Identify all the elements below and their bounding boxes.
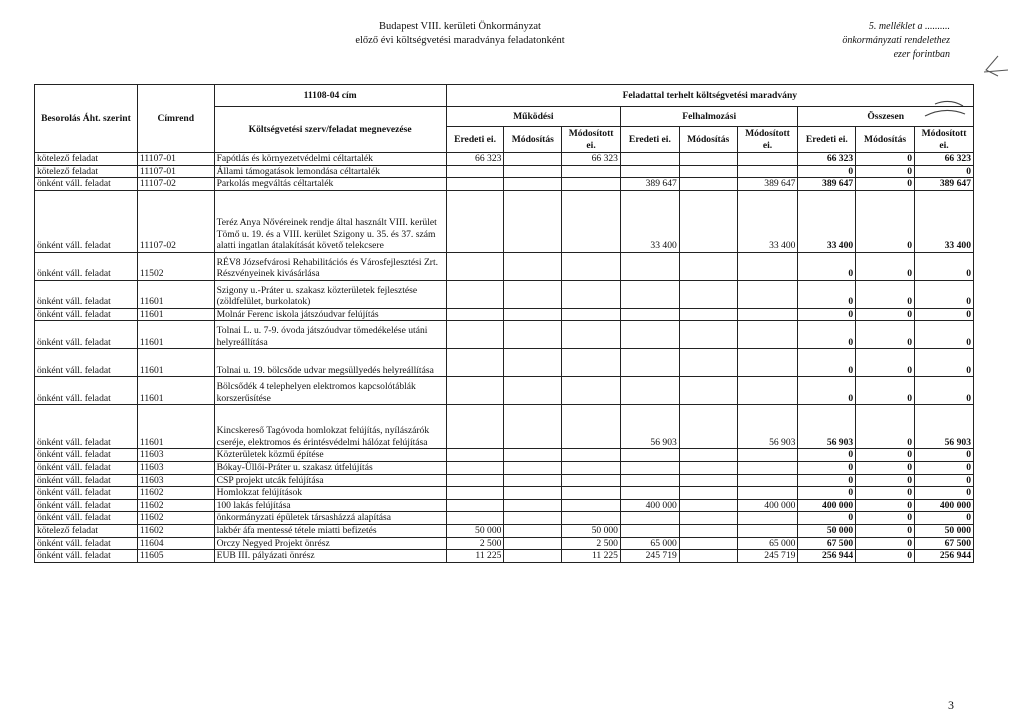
row-megnevezes: RÉV8 Józsefvárosi Rehabilitációs és Városfejlesztési Zrt. Részvényeinek kivásárlása [214, 252, 446, 280]
row-cimrend: 11107-02 [137, 190, 214, 252]
row-mukodesi-modositas [504, 499, 562, 512]
row-besorolas: önként váll. feladat [35, 252, 138, 280]
row-felhalmozasi-modositott: 56 903 [737, 405, 798, 449]
table-row [35, 153, 974, 166]
row-osszesen-modositott: 0 [915, 487, 974, 500]
row-osszesen-modositott: 0 [915, 308, 974, 321]
row-felhalmozasi-modositas [679, 190, 737, 252]
row-osszesen-modositas: 0 [856, 165, 915, 178]
row-felhalmozasi-eredeti [620, 349, 679, 377]
row-cimrend: 11604 [137, 537, 214, 550]
row-felhalmozasi-eredeti: 389 647 [620, 178, 679, 191]
header-eredeti: Eredeti ei. [446, 127, 504, 153]
row-felhalmozasi-modositott [737, 280, 798, 308]
row-mukodesi-modositott [562, 165, 621, 178]
row-felhalmozasi-modositas [679, 165, 737, 178]
row-osszesen-modositott: 0 [915, 474, 974, 487]
row-besorolas: önként váll. feladat [35, 461, 138, 474]
row-mukodesi-modositas [504, 405, 562, 449]
row-osszesen-modositas: 0 [856, 499, 915, 512]
row-mukodesi-modositas [504, 449, 562, 462]
row-cimrend: 11601 [137, 405, 214, 449]
table-row [35, 178, 974, 191]
row-mukodesi-modositott [562, 349, 621, 377]
table-row [35, 474, 974, 487]
row-felhalmozasi-eredeti: 245 719 [620, 550, 679, 563]
row-mukodesi-modositott [562, 280, 621, 308]
row-mukodesi-eredeti [446, 321, 504, 349]
row-osszesen-modositas: 0 [856, 449, 915, 462]
row-mukodesi-modositas [504, 487, 562, 500]
row-cimrend: 11605 [137, 550, 214, 563]
row-cimrend: 11502 [137, 252, 214, 280]
row-besorolas: önként váll. feladat [35, 550, 138, 563]
row-felhalmozasi-modositas [679, 499, 737, 512]
row-osszesen-modositott: 0 [915, 252, 974, 280]
row-osszesen-modositott: 0 [915, 280, 974, 308]
row-besorolas: önként váll. feladat [35, 499, 138, 512]
row-osszesen-modositas: 0 [856, 524, 915, 537]
row-felhalmozasi-modositott [737, 512, 798, 525]
row-mukodesi-modositas [504, 524, 562, 537]
row-osszesen-eredeti: 0 [798, 377, 856, 405]
row-mukodesi-modositott: 11 225 [562, 550, 621, 563]
row-felhalmozasi-eredeti [620, 252, 679, 280]
row-osszesen-eredeti: 0 [798, 308, 856, 321]
row-mukodesi-modositas [504, 153, 562, 166]
row-mukodesi-modositott [562, 377, 621, 405]
header-modositas: Módosítás [504, 127, 562, 153]
row-felhalmozasi-modositas [679, 449, 737, 462]
row-osszesen-modositas: 0 [856, 377, 915, 405]
table-row [35, 512, 974, 525]
table-body [35, 153, 974, 563]
row-osszesen-eredeti: 0 [798, 349, 856, 377]
row-osszesen-eredeti: 0 [798, 474, 856, 487]
row-megnevezes: Tolnai L. u. 7-9. óvoda játszóudvar tömedékelése utáni helyreállítása [214, 321, 446, 349]
table-row [35, 499, 974, 512]
table-row [35, 321, 974, 349]
row-cimrend: 11602 [137, 499, 214, 512]
row-mukodesi-modositott [562, 252, 621, 280]
row-mukodesi-eredeti [446, 487, 504, 500]
row-megnevezes: Fapótlás és környezetvédelmi céltartalék [214, 153, 446, 166]
row-besorolas: önként váll. feladat [35, 178, 138, 191]
row-mukodesi-eredeti [446, 405, 504, 449]
row-besorolas: önként váll. feladat [35, 405, 138, 449]
row-osszesen-eredeti: 0 [798, 512, 856, 525]
row-felhalmozasi-eredeti [620, 461, 679, 474]
row-felhalmozasi-eredeti [620, 449, 679, 462]
row-mukodesi-modositas [504, 550, 562, 563]
row-cimrend: 11603 [137, 461, 214, 474]
row-mukodesi-modositas [504, 512, 562, 525]
table-row [35, 405, 974, 449]
row-osszesen-eredeti: 0 [798, 487, 856, 500]
row-mukodesi-modositott: 50 000 [562, 524, 621, 537]
row-felhalmozasi-modositott [737, 252, 798, 280]
row-felhalmozasi-modositott: 245 719 [737, 550, 798, 563]
row-megnevezes: Közterületek közmű építése [214, 449, 446, 462]
row-osszesen-modositas: 0 [856, 308, 915, 321]
table-row [35, 308, 974, 321]
row-mukodesi-modositas [504, 377, 562, 405]
row-mukodesi-eredeti [446, 377, 504, 405]
row-felhalmozasi-modositott [737, 461, 798, 474]
row-mukodesi-eredeti [446, 190, 504, 252]
row-mukodesi-eredeti [446, 449, 504, 462]
table-row [35, 349, 974, 377]
row-osszesen-modositott: 67 500 [915, 537, 974, 550]
row-megnevezes: Bölcsődék 4 telephelyen elektromos kapcsolótáblák korszerűsítése [214, 377, 446, 405]
row-felhalmozasi-eredeti [620, 487, 679, 500]
row-felhalmozasi-eredeti [620, 165, 679, 178]
row-megnevezes: Kincskereső Tagóvoda homlokzat felújítás, nyílászárók cseréje, elektromos és érintésvédelmi hálózat felújítása [214, 405, 446, 449]
row-besorolas: kötelező feladat [35, 153, 138, 166]
row-mukodesi-eredeti [446, 165, 504, 178]
row-besorolas: kötelező feladat [35, 524, 138, 537]
row-mukodesi-modositas [504, 178, 562, 191]
row-felhalmozasi-modositott [737, 165, 798, 178]
row-felhalmozasi-modositott [737, 377, 798, 405]
row-cimrend: 11601 [137, 377, 214, 405]
row-felhalmozasi-modositas [679, 377, 737, 405]
row-mukodesi-modositas [504, 474, 562, 487]
row-mukodesi-eredeti [446, 461, 504, 474]
row-mukodesi-modositott: 66 323 [562, 153, 621, 166]
row-osszesen-eredeti: 0 [798, 321, 856, 349]
row-felhalmozasi-modositas [679, 474, 737, 487]
row-mukodesi-modositott: 2 500 [562, 537, 621, 550]
row-cimrend: 11602 [137, 512, 214, 525]
table-row [35, 377, 974, 405]
row-osszesen-modositott: 0 [915, 512, 974, 525]
row-mukodesi-modositas [504, 280, 562, 308]
row-felhalmozasi-modositott: 389 647 [737, 178, 798, 191]
row-felhalmozasi-modositas [679, 537, 737, 550]
row-osszesen-eredeti: 33 400 [798, 190, 856, 252]
header-cimrend: Címrend [137, 85, 214, 153]
row-felhalmozasi-eredeti [620, 321, 679, 349]
header-modositas: Módosítás [856, 127, 915, 153]
row-megnevezes: EUB III. pályázati önrész [214, 550, 446, 563]
row-felhalmozasi-modositas [679, 280, 737, 308]
row-felhalmozasi-modositott [737, 449, 798, 462]
row-felhalmozasi-eredeti [620, 377, 679, 405]
row-cimrend: 11601 [137, 280, 214, 308]
row-osszesen-eredeti: 66 323 [798, 153, 856, 166]
annex-decree: önkormányzati rendelethez [842, 35, 950, 46]
row-megnevezes: Állami támogatások lemondása céltartalék [214, 165, 446, 178]
row-osszesen-modositott: 256 944 [915, 550, 974, 563]
table-row [35, 524, 974, 537]
row-mukodesi-eredeti [446, 178, 504, 191]
row-felhalmozasi-eredeti [620, 524, 679, 537]
row-megnevezes: lakbér áfa mentessé tétele miatti befizetés [214, 524, 446, 537]
row-cimrend: 11603 [137, 449, 214, 462]
row-cimrend: 11601 [137, 308, 214, 321]
row-osszesen-modositas: 0 [856, 349, 915, 377]
row-osszesen-eredeti: 0 [798, 280, 856, 308]
row-mukodesi-eredeti: 11 225 [446, 550, 504, 563]
row-cimrend: 11603 [137, 474, 214, 487]
row-megnevezes: Tolnai u. 19. bölcsőde udvar megsüllyedés helyreállítása [214, 349, 446, 377]
annex-unit: ezer forintban [893, 49, 950, 60]
table-row [35, 487, 974, 500]
row-cimrend: 11107-01 [137, 153, 214, 166]
row-osszesen-eredeti: 56 903 [798, 405, 856, 449]
row-mukodesi-modositas [504, 349, 562, 377]
row-mukodesi-modositott [562, 321, 621, 349]
row-osszesen-modositas: 0 [856, 474, 915, 487]
header-megnevezes: Költségvetési szerv/feladat megnevezése [214, 107, 446, 153]
row-felhalmozasi-modositas [679, 487, 737, 500]
row-felhalmozasi-modositas [679, 153, 737, 166]
row-mukodesi-modositas [504, 308, 562, 321]
row-felhalmozasi-modositott [737, 524, 798, 537]
row-felhalmozasi-modositott [737, 474, 798, 487]
row-megnevezes: Szigony u.-Práter u. szakasz közterületek fejlesztése (zöldfelület, burkolatok) [214, 280, 446, 308]
table-row [35, 550, 974, 563]
row-osszesen-modositott: 389 647 [915, 178, 974, 191]
row-felhalmozasi-eredeti [620, 512, 679, 525]
table-row [35, 449, 974, 462]
row-felhalmozasi-modositott [737, 349, 798, 377]
header-subtitle: előző évi költségvetési maradványa feladatonként [355, 35, 565, 46]
row-osszesen-modositas: 0 [856, 487, 915, 500]
row-mukodesi-eredeti [446, 252, 504, 280]
row-osszesen-modositas: 0 [856, 550, 915, 563]
row-megnevezes: Parkolás megváltás céltartalék [214, 178, 446, 191]
table-row [35, 280, 974, 308]
row-osszesen-modositas: 0 [856, 178, 915, 191]
row-osszesen-modositas: 0 [856, 321, 915, 349]
row-mukodesi-modositott [562, 190, 621, 252]
row-felhalmozasi-modositas [679, 405, 737, 449]
row-mukodesi-modositott [562, 512, 621, 525]
row-osszesen-eredeti: 256 944 [798, 550, 856, 563]
row-mukodesi-eredeti [446, 308, 504, 321]
row-felhalmozasi-modositott: 65 000 [737, 537, 798, 550]
row-osszesen-modositott: 0 [915, 165, 974, 178]
row-mukodesi-eredeti [446, 280, 504, 308]
row-megnevezes: Bókay-Üllői-Práter u. szakasz útfelújítás [214, 461, 446, 474]
row-osszesen-modositas: 0 [856, 461, 915, 474]
row-osszesen-modositott: 0 [915, 349, 974, 377]
row-mukodesi-modositott [562, 474, 621, 487]
row-felhalmozasi-eredeti [620, 308, 679, 321]
row-felhalmozasi-modositas [679, 252, 737, 280]
row-mukodesi-modositott [562, 308, 621, 321]
header-felhalmozasi: Felhalmozási [620, 107, 797, 127]
row-felhalmozasi-modositott: 33 400 [737, 190, 798, 252]
row-mukodesi-modositott [562, 487, 621, 500]
row-besorolas: önként váll. feladat [35, 308, 138, 321]
row-mukodesi-modositas [504, 252, 562, 280]
row-osszesen-eredeti: 0 [798, 449, 856, 462]
header-mukodesi: Működési [446, 107, 620, 127]
row-megnevezes: önkormányzati épületek társasházzá alapítása [214, 512, 446, 525]
row-osszesen-eredeti: 0 [798, 252, 856, 280]
row-besorolas: kötelező feladat [35, 165, 138, 178]
row-felhalmozasi-modositas [679, 512, 737, 525]
table-row [35, 461, 974, 474]
row-felhalmozasi-eredeti: 400 000 [620, 499, 679, 512]
row-mukodesi-modositott [562, 499, 621, 512]
row-mukodesi-modositott [562, 449, 621, 462]
row-mukodesi-eredeti: 50 000 [446, 524, 504, 537]
row-osszesen-modositas: 0 [856, 190, 915, 252]
row-mukodesi-modositas [504, 190, 562, 252]
row-felhalmozasi-modositas [679, 321, 737, 349]
row-mukodesi-modositott [562, 178, 621, 191]
row-osszesen-modositas: 0 [856, 252, 915, 280]
row-felhalmozasi-modositas [679, 178, 737, 191]
row-mukodesi-eredeti [446, 499, 504, 512]
row-felhalmozasi-modositott [737, 153, 798, 166]
header-eredeti: Eredeti ei. [620, 127, 679, 153]
row-felhalmozasi-eredeti: 56 903 [620, 405, 679, 449]
row-osszesen-eredeti: 389 647 [798, 178, 856, 191]
row-osszesen-eredeti: 67 500 [798, 537, 856, 550]
document-header [330, 20, 590, 48]
header-cim: 11108-04 cím [214, 85, 446, 107]
row-felhalmozasi-modositas [679, 461, 737, 474]
row-mukodesi-eredeti [446, 349, 504, 377]
header-title: Budapest VIII. kerületi Önkormányzat [379, 21, 541, 32]
row-osszesen-eredeti: 0 [798, 461, 856, 474]
row-mukodesi-modositas [504, 321, 562, 349]
row-felhalmozasi-modositott [737, 308, 798, 321]
header-group-main: Feladattal terhelt költségvetési maradvány [446, 85, 973, 107]
row-felhalmozasi-modositott [737, 321, 798, 349]
row-cimrend: 11602 [137, 524, 214, 537]
row-felhalmozasi-eredeti: 65 000 [620, 537, 679, 550]
row-osszesen-modositott: 56 903 [915, 405, 974, 449]
row-osszesen-eredeti: 400 000 [798, 499, 856, 512]
row-besorolas: önként váll. feladat [35, 512, 138, 525]
row-mukodesi-eredeti: 66 323 [446, 153, 504, 166]
table-row [35, 165, 974, 178]
header-modositas: Módosítás [679, 127, 737, 153]
row-besorolas: önként váll. feladat [35, 280, 138, 308]
row-besorolas: önként váll. feladat [35, 190, 138, 252]
row-besorolas: önként váll. feladat [35, 377, 138, 405]
row-felhalmozasi-modositas [679, 349, 737, 377]
annex-label [790, 20, 950, 62]
annex-number: 5. melléklet a .......... [868, 21, 950, 32]
row-felhalmozasi-eredeti [620, 280, 679, 308]
row-besorolas: önként váll. feladat [35, 537, 138, 550]
row-osszesen-modositott: 66 323 [915, 153, 974, 166]
row-mukodesi-modositas [504, 461, 562, 474]
row-osszesen-modositas: 0 [856, 280, 915, 308]
row-osszesen-modositas: 0 [856, 537, 915, 550]
row-megnevezes: Orczy Negyed Projekt önrész [214, 537, 446, 550]
row-osszesen-modositott: 0 [915, 461, 974, 474]
header-eredeti: Eredeti ei. [798, 127, 856, 153]
handwritten-mark-icon [978, 48, 1018, 98]
page-number: 3 [948, 698, 954, 712]
table-row [35, 252, 974, 280]
row-felhalmozasi-modositas [679, 524, 737, 537]
row-osszesen-modositott: 33 400 [915, 190, 974, 252]
table-row [35, 537, 974, 550]
row-mukodesi-eredeti: 2 500 [446, 537, 504, 550]
row-osszesen-eredeti: 0 [798, 165, 856, 178]
header-besorolas: Besorolás Áht. szerint [35, 85, 138, 153]
row-felhalmozasi-eredeti [620, 153, 679, 166]
row-mukodesi-modositott [562, 405, 621, 449]
row-osszesen-modositott: 400 000 [915, 499, 974, 512]
row-osszesen-modositott: 0 [915, 449, 974, 462]
row-besorolas: önként váll. feladat [35, 449, 138, 462]
row-cimrend: 11601 [137, 321, 214, 349]
row-megnevezes: CSP projekt utcák felújítása [214, 474, 446, 487]
header-modositott: Módosított ei. [915, 127, 974, 153]
budget-table [34, 84, 974, 563]
row-felhalmozasi-modositas [679, 550, 737, 563]
header-modositott: Módosított ei. [562, 127, 621, 153]
row-osszesen-modositas: 0 [856, 405, 915, 449]
header-osszesen: Összesen [798, 107, 974, 127]
row-cimrend: 11601 [137, 349, 214, 377]
row-besorolas: önként váll. feladat [35, 349, 138, 377]
row-felhalmozasi-eredeti [620, 474, 679, 487]
row-felhalmozasi-modositott: 400 000 [737, 499, 798, 512]
row-osszesen-modositott: 0 [915, 377, 974, 405]
row-osszesen-modositott: 50 000 [915, 524, 974, 537]
row-mukodesi-eredeti [446, 512, 504, 525]
table-row [35, 190, 974, 252]
row-cimrend: 11107-02 [137, 178, 214, 191]
row-besorolas: önként váll. feladat [35, 487, 138, 500]
row-osszesen-eredeti: 50 000 [798, 524, 856, 537]
row-osszesen-modositott: 0 [915, 321, 974, 349]
row-besorolas: önként váll. feladat [35, 474, 138, 487]
row-cimrend: 11107-01 [137, 165, 214, 178]
header-modositott: Módosított ei. [737, 127, 798, 153]
row-felhalmozasi-modositott [737, 487, 798, 500]
row-megnevezes: 100 lakás felújítása [214, 499, 446, 512]
row-mukodesi-eredeti [446, 474, 504, 487]
row-megnevezes: Homlokzat felújítások [214, 487, 446, 500]
row-mukodesi-modositott [562, 461, 621, 474]
row-besorolas: önként váll. feladat [35, 321, 138, 349]
row-felhalmozasi-eredeti: 33 400 [620, 190, 679, 252]
row-osszesen-modositas: 0 [856, 512, 915, 525]
row-mukodesi-modositas [504, 165, 562, 178]
row-felhalmozasi-modositas [679, 308, 737, 321]
row-megnevezes: Teréz Anya Nővéreinek rendje által használt VIII. kerület Tömő u. 19. és a VIII. kerület Szigony u. 35. és 37. szám alatti ingatlan átalakítását követő telekcsere [214, 190, 446, 252]
row-cimrend: 11602 [137, 487, 214, 500]
row-osszesen-modositas: 0 [856, 153, 915, 166]
row-mukodesi-modositas [504, 537, 562, 550]
row-megnevezes: Molnár Ferenc iskola játszóudvar felújítás [214, 308, 446, 321]
